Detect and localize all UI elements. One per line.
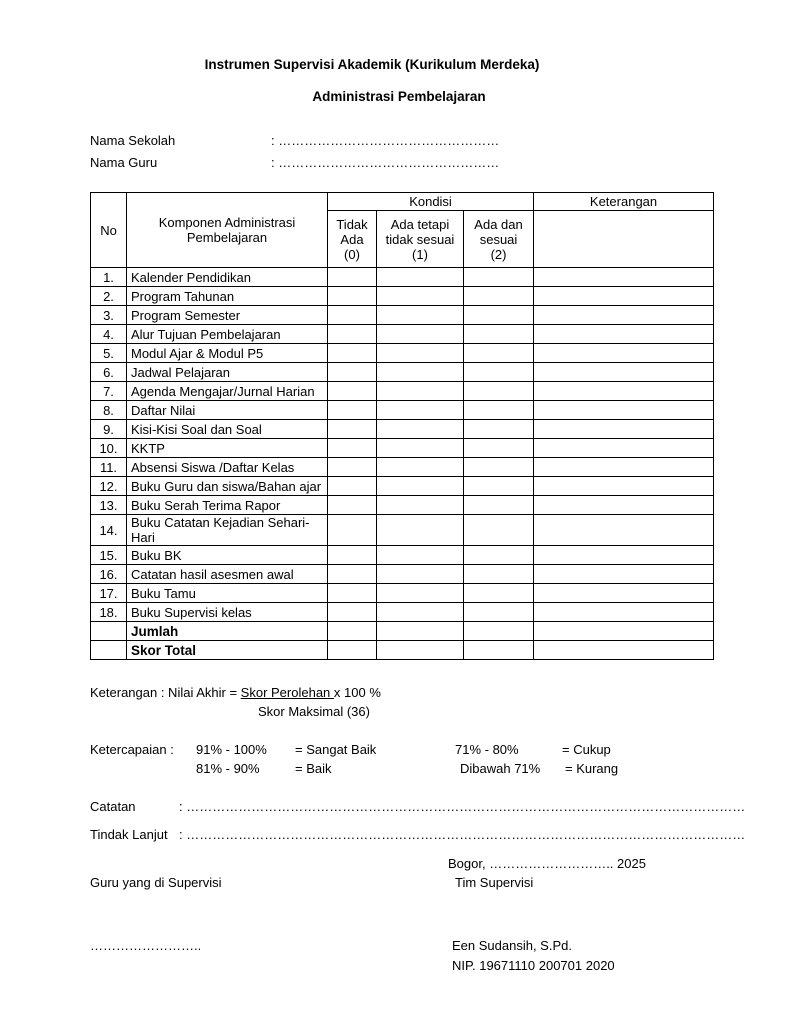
row-cell-tidak-ada[interactable]	[328, 584, 377, 603]
row-cell-ada-sesuai[interactable]	[464, 477, 534, 496]
range-kurang: Dibawah 71%	[460, 761, 541, 776]
row-cell-tidak-ada[interactable]	[328, 477, 377, 496]
school-name-field[interactable]: : ……………………………………………	[271, 133, 500, 148]
grade-cukup: = Cukup	[562, 742, 611, 757]
grade-sangat-baik: = Sangat Baik	[295, 742, 377, 757]
row-cell-tidak-ada[interactable]	[328, 420, 377, 439]
row-cell-ada-tidak-sesuai[interactable]	[377, 382, 464, 401]
table-row	[91, 325, 714, 344]
row-cell-keterangan[interactable]	[534, 477, 714, 496]
row-cell-tidak-ada[interactable]	[328, 565, 377, 584]
row-component: Modul Ajar & Modul P5	[127, 344, 328, 363]
row-cell-tidak-ada[interactable]	[328, 603, 377, 622]
row-component: Catatan hasil asesmen awal	[127, 565, 328, 584]
header-keterangan: Keterangan	[534, 193, 714, 211]
row-cell-tidak-ada[interactable]	[328, 287, 377, 306]
row-cell-keterangan[interactable]	[534, 565, 714, 584]
row-component: Kalender Pendidikan	[127, 268, 328, 287]
jumlah-cell-2[interactable]	[464, 622, 534, 641]
row-number: 15.	[91, 546, 127, 565]
row-cell-ada-sesuai[interactable]	[464, 382, 534, 401]
header-ada-sesuai-line1: Ada dan	[474, 216, 523, 232]
row-cell-ada-tidak-sesuai[interactable]	[377, 420, 464, 439]
table-row	[91, 363, 714, 382]
formula-suffix: x 100 %	[333, 685, 381, 700]
row-cell-tidak-ada[interactable]	[328, 546, 377, 565]
jumlah-cell-1[interactable]	[377, 622, 464, 641]
row-number: 1.	[91, 268, 127, 287]
row-number: 4.	[91, 325, 127, 344]
row-cell-tidak-ada[interactable]	[328, 382, 377, 401]
table-row	[91, 458, 714, 477]
row-cell-ada-tidak-sesuai[interactable]	[377, 287, 464, 306]
jumlah-cell-0[interactable]	[328, 622, 377, 641]
row-cell-keterangan[interactable]	[534, 515, 714, 546]
range-sangat-baik: 91% - 100%	[196, 742, 267, 757]
row-cell-ada-sesuai[interactable]	[464, 306, 534, 325]
row-number: 12.	[91, 477, 127, 496]
row-number: 13.	[91, 496, 127, 515]
header-komponen	[127, 193, 328, 268]
row-cell-ada-sesuai[interactable]	[464, 363, 534, 382]
row-component: Absensi Siswa /Daftar Kelas	[127, 458, 328, 477]
row-cell-keterangan[interactable]	[534, 584, 714, 603]
table-row	[91, 420, 714, 439]
table-row	[91, 401, 714, 420]
row-cell-keterangan[interactable]	[534, 306, 714, 325]
table-row	[91, 565, 714, 584]
row-cell-ada-tidak-sesuai[interactable]	[377, 325, 464, 344]
row-cell-tidak-ada[interactable]	[328, 344, 377, 363]
row-component: KKTP	[127, 439, 328, 458]
header-ada-tidak-sesuai-line1: Ada tetapi	[390, 216, 450, 232]
row-cell-ada-tidak-sesuai[interactable]	[377, 458, 464, 477]
row-cell-ada-tidak-sesuai[interactable]	[377, 496, 464, 515]
row-number: 8.	[91, 401, 127, 420]
formula-prefix: Keterangan : Nilai Akhir =	[90, 685, 241, 700]
row-number: 11.	[91, 458, 127, 477]
row-component: Agenda Mengajar/Jurnal Harian	[127, 382, 328, 401]
header-tidak-ada	[328, 211, 377, 268]
row-cell-ada-tidak-sesuai[interactable]	[377, 515, 464, 546]
row-cell-ada-sesuai[interactable]	[464, 439, 534, 458]
row-cell-ada-sesuai[interactable]	[464, 565, 534, 584]
row-component: Buku Supervisi kelas	[127, 603, 328, 622]
row-cell-keterangan[interactable]	[534, 363, 714, 382]
tindak-lanjut-label: Tindak Lanjut	[90, 827, 168, 842]
row-cell-keterangan[interactable]	[534, 401, 714, 420]
skor-total-cell-2[interactable]	[464, 641, 534, 660]
row-cell-keterangan[interactable]	[534, 420, 714, 439]
supervised-teacher-role: Guru yang di Supervisi	[90, 875, 222, 890]
supervisor-name: Een Sudansih, S.Pd.	[452, 938, 572, 953]
row-cell-ada-tidak-sesuai[interactable]	[377, 344, 464, 363]
table-row	[91, 287, 714, 306]
row-cell-tidak-ada[interactable]	[328, 458, 377, 477]
row-cell-tidak-ada[interactable]	[328, 439, 377, 458]
row-component: Daftar Nilai	[127, 401, 328, 420]
row-cell-ada-sesuai[interactable]	[464, 584, 534, 603]
row-number: 17.	[91, 584, 127, 603]
header-komponen-line1: Komponen Administrasi	[158, 215, 296, 230]
row-cell-tidak-ada[interactable]	[328, 268, 377, 287]
row-cell-ada-tidak-sesuai[interactable]	[377, 439, 464, 458]
row-cell-ada-sesuai[interactable]	[464, 515, 534, 546]
place-date: Bogor, ……………………….. 2025	[448, 856, 646, 871]
school-name-label: Nama Sekolah	[90, 133, 176, 148]
row-component: Buku Tamu	[127, 584, 328, 603]
row-cell-ada-sesuai[interactable]	[464, 268, 534, 287]
header-tidak-ada-line1: Tidak	[336, 216, 368, 232]
row-component: Buku Catatan Kejadian Sehari-Hari	[127, 515, 328, 546]
row-cell-ada-tidak-sesuai[interactable]	[377, 565, 464, 584]
row-number: 9.	[91, 420, 127, 439]
row-number: 14.	[91, 515, 127, 546]
row-cell-keterangan[interactable]	[534, 268, 714, 287]
row-cell-ada-tidak-sesuai[interactable]	[377, 268, 464, 287]
catatan-label: Catatan	[90, 799, 136, 814]
header-ada-tidak-sesuai-line2: tidak sesuai	[385, 231, 455, 247]
table-row	[91, 515, 714, 546]
table-row	[91, 603, 714, 622]
jumlah-label: Jumlah	[127, 622, 328, 641]
row-cell-keterangan[interactable]	[534, 439, 714, 458]
jumlah-no-cell	[91, 622, 127, 641]
catatan-field[interactable]: : …………………………………………………………………………………………………………………	[179, 799, 746, 814]
table-row	[91, 546, 714, 565]
table-row	[91, 477, 714, 496]
row-number: 6.	[91, 363, 127, 382]
row-cell-tidak-ada[interactable]	[328, 515, 377, 546]
teacher-name-label: Nama Guru	[90, 155, 158, 170]
row-cell-keterangan[interactable]	[534, 603, 714, 622]
header-ada-tidak-sesuai-score: (1)	[412, 246, 428, 262]
row-component: Buku Serah Terima Rapor	[127, 496, 328, 515]
row-cell-ada-sesuai[interactable]	[464, 420, 534, 439]
table-row	[91, 584, 714, 603]
table-row	[91, 439, 714, 458]
header-ada-sesuai-score: (2)	[490, 246, 507, 262]
row-cell-tidak-ada[interactable]	[328, 325, 377, 344]
row-cell-ada-sesuai[interactable]	[464, 287, 534, 306]
row-cell-ada-sesuai[interactable]	[464, 496, 534, 515]
row-component: Kisi-Kisi Soal dan Soal	[127, 420, 328, 439]
row-cell-keterangan[interactable]	[534, 344, 714, 363]
skor-total-cell-0[interactable]	[328, 641, 377, 660]
row-cell-keterangan[interactable]	[534, 325, 714, 344]
range-cukup: 71% - 80%	[455, 742, 519, 757]
row-component: Buku Guru dan siswa/Bahan ajar	[127, 477, 328, 496]
row-cell-keterangan[interactable]	[534, 458, 714, 477]
skor-total-keterangan[interactable]	[534, 641, 714, 660]
row-cell-ada-sesuai[interactable]	[464, 603, 534, 622]
row-cell-tidak-ada[interactable]	[328, 401, 377, 420]
header-ada-tidak-sesuai	[377, 211, 464, 268]
row-cell-ada-sesuai[interactable]	[464, 325, 534, 344]
formula	[90, 685, 381, 700]
table-row	[91, 306, 714, 325]
grade-kurang: = Kurang	[565, 761, 619, 776]
skor-total-label: Skor Total	[127, 641, 328, 660]
table-row	[91, 382, 714, 401]
range-baik: 81% - 90%	[196, 761, 260, 776]
row-cell-keterangan[interactable]	[534, 546, 714, 565]
row-number: 18.	[91, 603, 127, 622]
tindak-lanjut-field[interactable]: : …………………………………………………………………………………………………………………	[179, 827, 746, 842]
table-row	[91, 496, 714, 515]
row-cell-ada-tidak-sesuai[interactable]	[377, 401, 464, 420]
row-cell-ada-sesuai[interactable]	[464, 546, 534, 565]
ketercapaian-label: Ketercapaian :	[90, 742, 174, 757]
document-title: Instrumen Supervisi Akademik (Kurikulum Merdeka)	[204, 57, 540, 72]
header-ada-sesuai-line2: sesuai	[479, 231, 518, 247]
row-cell-ada-sesuai[interactable]	[464, 344, 534, 363]
row-cell-ada-tidak-sesuai[interactable]	[377, 477, 464, 496]
header-keterangan-blank	[534, 211, 714, 268]
row-cell-keterangan[interactable]	[534, 382, 714, 401]
header-kondisi: Kondisi	[328, 193, 534, 211]
skor-total-no-cell	[91, 641, 127, 660]
row-number: 5.	[91, 344, 127, 363]
row-number: 16.	[91, 565, 127, 584]
header-no: No	[91, 193, 127, 268]
row-cell-ada-sesuai[interactable]	[464, 458, 534, 477]
row-component: Program Tahunan	[127, 287, 328, 306]
row-number: 2.	[91, 287, 127, 306]
header-tidak-ada-score: (0)	[344, 246, 360, 262]
row-cell-ada-tidak-sesuai[interactable]	[377, 363, 464, 382]
row-cell-keterangan[interactable]	[534, 496, 714, 515]
row-cell-ada-sesuai[interactable]	[464, 401, 534, 420]
row-number: 7.	[91, 382, 127, 401]
supervisor-nip: NIP. 19671110 200701 2020	[452, 958, 615, 973]
teacher-name-field[interactable]: : ……………………………………………	[271, 155, 500, 170]
row-component: Buku BK	[127, 546, 328, 565]
jumlah-keterangan[interactable]	[534, 622, 714, 641]
row-cell-tidak-ada[interactable]	[328, 363, 377, 382]
header-tidak-ada-line2: Ada	[340, 231, 364, 247]
row-component: Jadwal Pelajaran	[127, 363, 328, 382]
supervision-team-role: Tim Supervisi	[455, 875, 534, 890]
table-row	[91, 268, 714, 287]
header-ada-sesuai	[464, 211, 534, 268]
header-komponen-line2: Pembelajaran	[186, 230, 268, 245]
row-cell-ada-tidak-sesuai[interactable]	[377, 546, 464, 565]
row-cell-tidak-ada[interactable]	[328, 306, 377, 325]
row-number: 10.	[91, 439, 127, 458]
skor-total-cell-1[interactable]	[377, 641, 464, 660]
grade-baik: = Baik	[295, 761, 332, 776]
formula-denominator: Skor Maksimal (36)	[258, 704, 370, 719]
row-component: Program Semester	[127, 306, 328, 325]
row-cell-ada-tidak-sesuai[interactable]	[377, 306, 464, 325]
table-row	[91, 344, 714, 363]
row-cell-keterangan[interactable]	[534, 287, 714, 306]
document-subtitle: Administrasi Pembelajaran	[312, 89, 486, 104]
supervised-teacher-signature-line[interactable]: ……………………..	[90, 938, 202, 953]
supervision-table	[90, 192, 714, 660]
row-component: Alur Tujuan Pembelajaran	[127, 325, 328, 344]
row-number: 3.	[91, 306, 127, 325]
row-cell-ada-tidak-sesuai[interactable]	[377, 584, 464, 603]
row-cell-tidak-ada[interactable]	[328, 496, 377, 515]
formula-numerator: Skor Perolehan	[240, 685, 334, 700]
row-cell-ada-tidak-sesuai[interactable]	[377, 603, 464, 622]
